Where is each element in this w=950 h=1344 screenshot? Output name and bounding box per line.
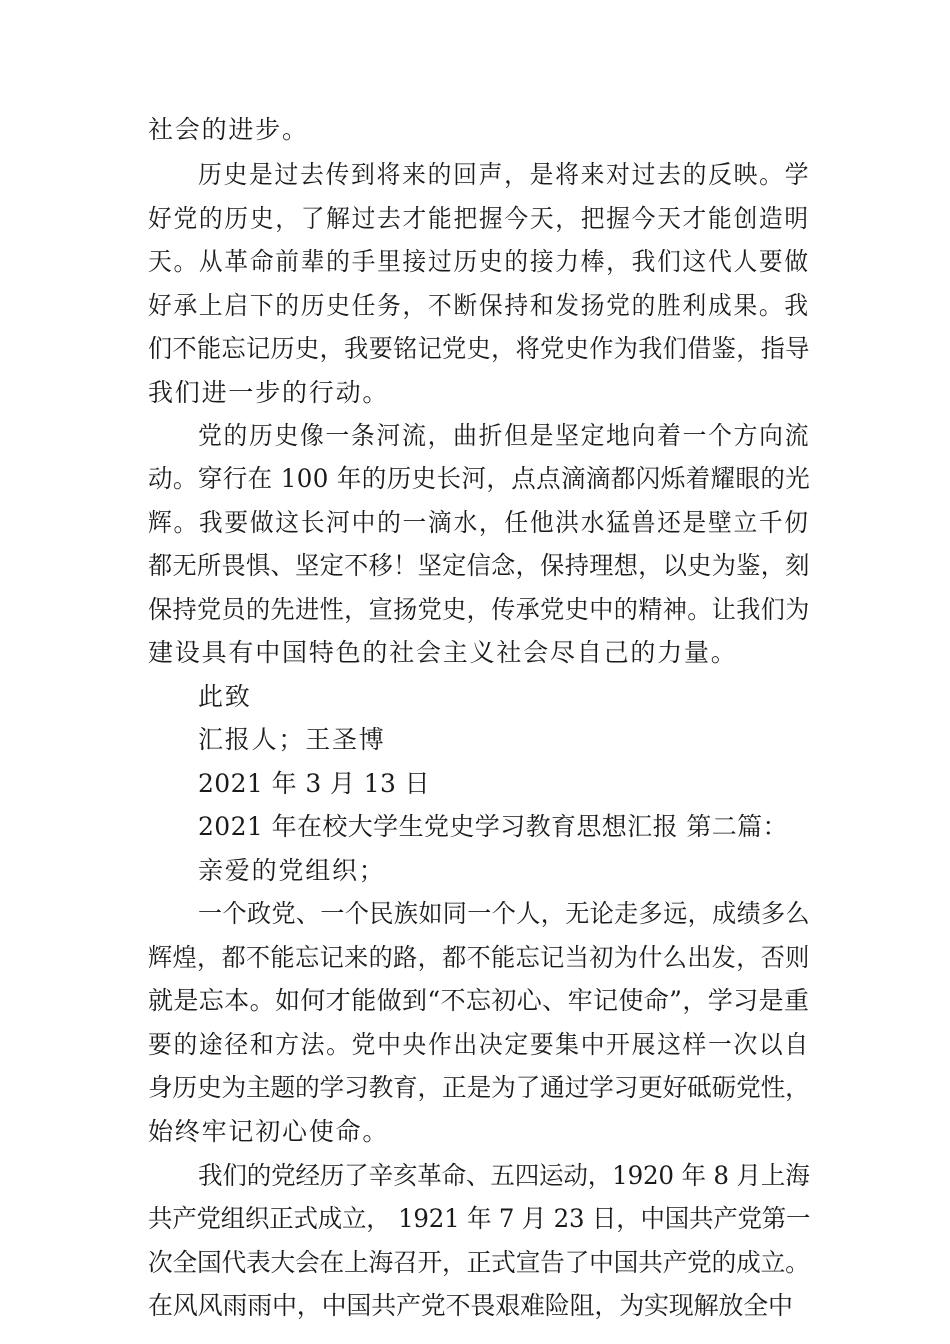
text-line: 建设具有中国特色的社会主义社会尽自己的力量。: [148, 638, 738, 667]
text-line: 动。穿行在 100 年的历史长河，点点滴滴都闪烁着耀眼的光: [148, 464, 811, 493]
text-line: 天。从革命前辈的手里接过历史的接力棒，我们这代人要做: [148, 247, 810, 276]
paragraph-first-line: 党的历史像一条河流，曲折但是坚定地向着一个方向流: [198, 421, 811, 450]
text-line: 次全国代表大会在上海召开，正式宣告了中国共产党的成立。: [148, 1248, 810, 1277]
text-line: 好党的历史，了解过去才能把握今天，把握今天才能创造明: [148, 204, 810, 233]
text-line: 辉。我要做这长河中的一滴水，任他洪水猛兽还是壁立千仞: [148, 508, 810, 537]
text-line: 社会的进步。: [148, 115, 309, 144]
text-line: 始终牢记初心使命。: [148, 1117, 390, 1146]
greeting: 亲爱的党组织；: [198, 856, 386, 885]
section-title: 2021 年在校大学生党史学习教育思想汇报 第二篇：: [198, 812, 788, 841]
paragraph-first-line: 我们的党经历了辛亥革命、五四运动，1920 年 8 月上海: [198, 1161, 810, 1190]
report-date: 2021 年 3 月 13 日: [198, 769, 431, 798]
paragraph-first-line: 历史是过去传到将来的回声，是将来对过去的反映。学: [198, 160, 811, 189]
paragraph-first-line: 一个政党、一个民族如同一个人，无论走多远，成绩多么: [198, 899, 811, 928]
text-line: 好承上启下的历史任务，不断保持和发扬党的胜利成果。我: [148, 291, 810, 320]
text-line: 在风风雨雨中，中国共产党不畏艰难险阻，为实现解放全中: [148, 1291, 793, 1320]
text-line: 都无所畏惧、坚定不移！坚定信念，保持理想，以史为鉴，刻: [148, 551, 810, 580]
text-line: 共产党组织正式成立， 1921 年 7 月 23 日，中国共产党第一: [148, 1204, 811, 1233]
closing-salutation: 此致: [198, 682, 252, 711]
text-line: 我们进一步的行动。: [148, 378, 390, 407]
text-line: 们不能忘记历史，我要铭记党史，将党史作为我们借鉴，指导: [148, 334, 810, 363]
reporter-name: 汇报人；王圣博: [198, 725, 386, 754]
text-line: 要的途径和方法。党中央作出决定要集中开展这样一次以自: [148, 1030, 810, 1059]
text-line: 保持党员的先进性，宣扬党史，传承党史中的精神。让我们为: [148, 595, 810, 624]
text-line: 身历史为主题的学习教育，正是为了通过学习更好砥砺党性，: [148, 1073, 810, 1102]
text-line: 辉煌，都不能忘记来的路，都不能忘记当初为什么出发，否则: [148, 943, 810, 972]
text-line: 就是忘本。如何才能做到“不忘初心、牢记使命”，学习是重: [148, 986, 810, 1015]
